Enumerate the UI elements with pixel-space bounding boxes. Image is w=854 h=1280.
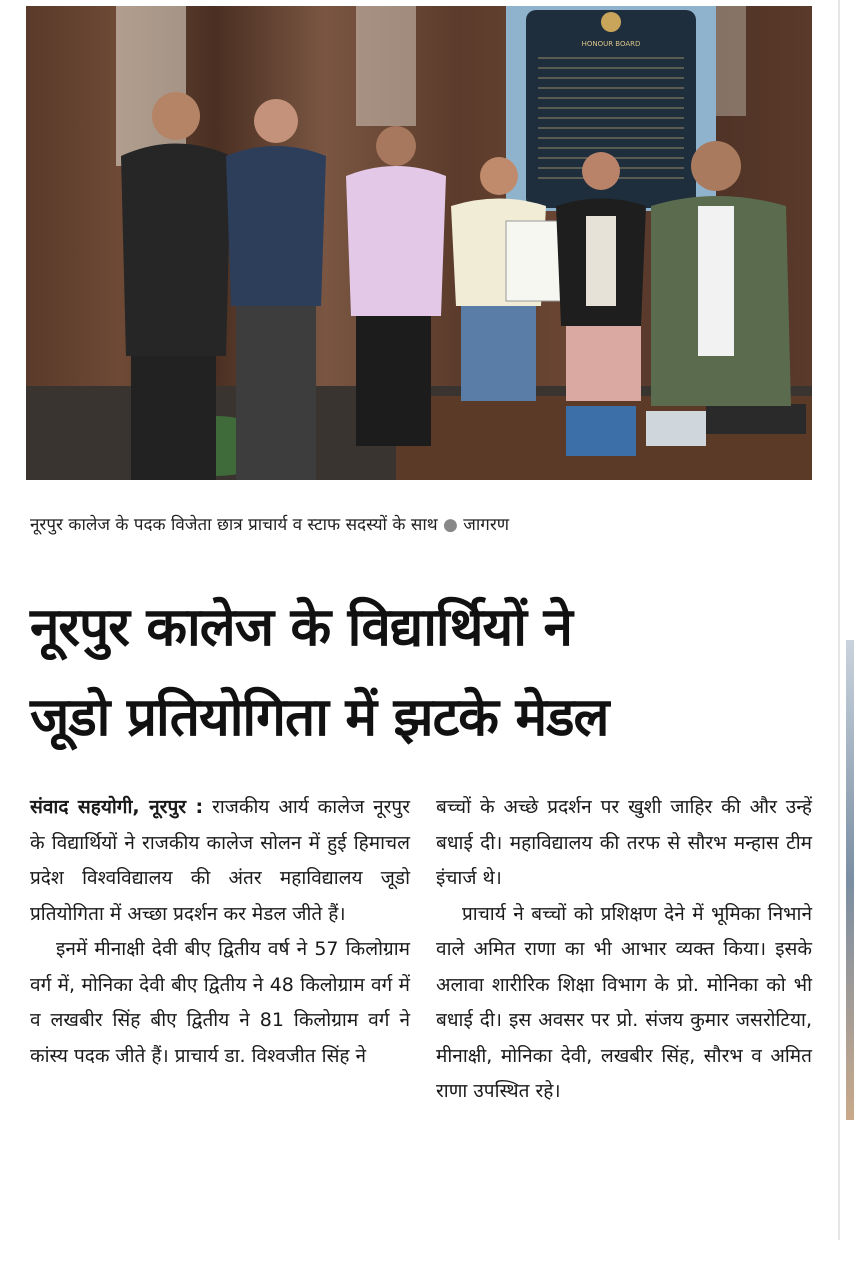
caption-credit: जागरण <box>463 515 510 535</box>
adjacent-photo-edge <box>846 640 854 1120</box>
article-column-right <box>436 790 812 1110</box>
photo-caption <box>30 512 810 535</box>
article-paragraph-3: बच्चों के अच्छे प्रदर्शन पर खुशी जाहिर की और उन्हें बधाई दी। महाविद्यालय की तरफ से सौरभ मन्हास टीम इंचार्ज थे। <box>436 796 812 889</box>
caption-separator: ● <box>443 515 458 535</box>
article-paragraph-2: इनमें मीनाक्षी देवी बीए द्वितीय वर्ष ने 57 किलोग्राम वर्ग में, मोनिका देवी बीए द्वितीय ने 48 किलोग्राम वर्ग में व लखबीर सिंह बीए द्वितीय ने 81 किलोग्राम वर्ग ने कांस्य पदक जीते हैं। प्राचार्य डा. विश्वजीत सिंह ने <box>30 938 410 1067</box>
headline <box>30 583 820 763</box>
page-edge-line <box>838 0 840 1240</box>
headline-line-2: जूडो प्रतियोगिता में झटके मेडल <box>30 687 609 748</box>
article-paragraph-1 <box>30 790 410 932</box>
article-column-left <box>30 790 410 1074</box>
caption-text: नूरपुर कालेज के पदक विजेता छात्र प्राचार्य व स्टाफ सदस्यों के साथ <box>30 515 438 535</box>
article-paragraph-1-text: राजकीय आर्य कालेज नूरपुर के विद्यार्थियों ने राजकीय कालेज सोलन में हुई हिमाचल प्रदेश विश्वविद्यालय की अंतर महाविद्यालय जूडो प्रतियोगिता में अच्छा प्रदर्शन कर मेडल जीते हैं। <box>30 796 410 925</box>
news-photo <box>26 6 812 480</box>
honour-board-title: HONOUR BOARD <box>581 40 641 48</box>
headline-line-1: नूरपुर कालेज के विद्यार्थियों ने <box>30 597 572 658</box>
article-paragraph-4: प्राचार्य ने बच्चों को प्रशिक्षण देने में भूमिका निभाने वाले अमित राणा का भी आभार व्यक्त किया। इसके अलावा शारीरिक शिक्षा विभाग के प्रो. मोनिका को भी बधाई दी। इस अवसर पर प्रो. संजय कुमार जसरोटिया, मीनाक्षी, मोनिका देवी, लखबीर सिंह, सौरभ व अमित राणा उपस्थित रहे। <box>436 902 812 1102</box>
group-photo-icon <box>26 6 812 480</box>
article-dateline: संवाद सहयोगी, नूरपुर : <box>30 796 204 818</box>
